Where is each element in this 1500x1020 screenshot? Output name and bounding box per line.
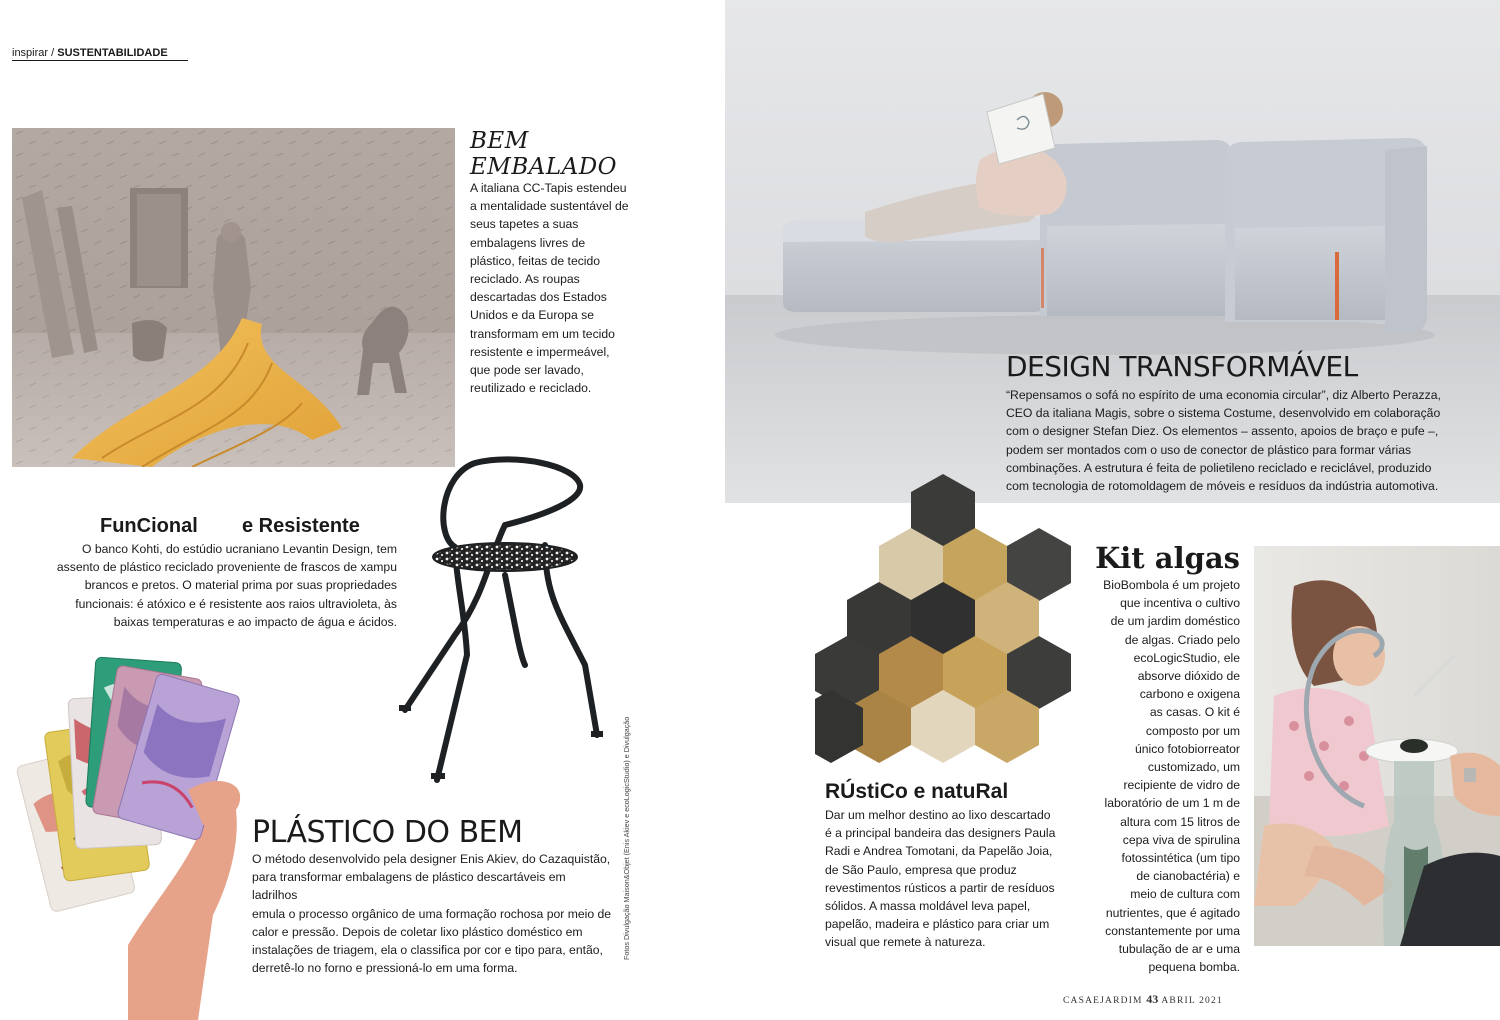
text-line: único fotobiorreator bbox=[1134, 741, 1240, 756]
breadcrumb bbox=[12, 46, 168, 60]
text-line: customizado, um bbox=[1147, 760, 1240, 775]
text-line: é a principal bandeira das designers Paula bbox=[825, 826, 1056, 841]
text-line: plástico, feitas de tecido bbox=[470, 253, 601, 268]
photo-hexagon-tiles bbox=[815, 470, 1075, 780]
page-folio bbox=[1063, 992, 1223, 1007]
text-line: as casas. O kit é bbox=[1149, 705, 1240, 720]
breadcrumb-subsection: SUSTENTABILIDADE bbox=[57, 47, 168, 59]
text-line: nutrientes, que é agitado bbox=[1105, 905, 1240, 920]
text-line: BioBombola é um projeto bbox=[1103, 578, 1240, 592]
photo-plastic-tiles bbox=[8, 645, 270, 1020]
text-line: fotossintética (um tipo bbox=[1121, 851, 1240, 866]
text-line: laboratório de um 1 m de bbox=[1104, 796, 1240, 811]
text-line: ecoLogicStudio, ele bbox=[1133, 650, 1240, 665]
text-line: O método desenvolvido pela designer Enis Akiev, do Cazaquistão, bbox=[252, 852, 611, 866]
text-line: constantemente por uma bbox=[1105, 923, 1240, 938]
bem-embalado-title bbox=[470, 128, 617, 180]
text-line: A italiana CC-Tapis estendeu bbox=[470, 181, 627, 195]
bem-embalado-title-line2: EMBALADO bbox=[470, 154, 618, 180]
plastico-title: PLÁSTICO DO BEM bbox=[252, 815, 523, 850]
text-line: papelão, madeira e plástico para criar um bbox=[825, 917, 1050, 932]
text-line: funcionais: é atóxico e é resistente aos raios ultravioleta, às bbox=[75, 596, 397, 611]
magazine-name: CASAEJARDIM bbox=[1063, 996, 1143, 1006]
design-transformavel-title: DESIGN TRANSFORMÁVEL bbox=[1006, 350, 1358, 383]
funcional-title-a: FunCional bbox=[100, 515, 198, 537]
text-line: recipiente de vidro de bbox=[1123, 778, 1240, 793]
kit-algas-body bbox=[1080, 576, 1240, 976]
text-line: de São Paulo, empresa que produz bbox=[825, 862, 1017, 877]
rustico-title: RÚstiCo e natuRal bbox=[825, 780, 1009, 803]
text-line: resistente e impermeável, bbox=[470, 344, 610, 359]
text-line: com o designer Stefan Diez. Os elementos – assento, apoios de braço e pufe –, bbox=[1006, 424, 1439, 439]
text-line: descartadas dos Estados bbox=[470, 290, 607, 305]
text-line: emula o processo orgânico de uma formação rochosa por meio de bbox=[252, 906, 612, 921]
kit-algas-title: Kit algas bbox=[1095, 541, 1240, 575]
text-line: sólidos. A massa moldável leva papel, bbox=[825, 899, 1031, 914]
text-line: que pode ser lavado, bbox=[470, 363, 584, 378]
text-line: reutilizado e reciclado. bbox=[470, 381, 592, 396]
text-line: que incentiva o cultivo bbox=[1120, 596, 1240, 611]
text-line: embalagens livres de bbox=[470, 235, 586, 250]
text-line: revestimentos rústicos a partir de resíduos bbox=[825, 880, 1055, 895]
issue-date: ABRIL 2021 bbox=[1161, 996, 1223, 1006]
text-line: brancos e pretos. O material prima por suas propriedades bbox=[84, 578, 397, 593]
breadcrumb-section: inspirar / bbox=[12, 47, 58, 59]
text-line: de cianobactéria) e bbox=[1136, 869, 1240, 884]
text-line: carbono e oxigena bbox=[1139, 687, 1240, 702]
text-line: altura com 15 litros de bbox=[1120, 814, 1240, 829]
text-line: pequena bomba. bbox=[1148, 960, 1240, 975]
text-line: O banco Kohti, do estúdio ucraniano Levantin Design, tem bbox=[81, 542, 397, 556]
text-line: absorve dióxido de bbox=[1137, 669, 1240, 684]
design-transformavel-body bbox=[1006, 386, 1486, 495]
photo-biobombola bbox=[1254, 546, 1500, 946]
breadcrumb-rule bbox=[12, 60, 188, 61]
text-line: visual que remete à natureza. bbox=[825, 935, 986, 950]
funcional-title-b: e Resistente bbox=[242, 515, 360, 537]
photo-credits: Fotos Divulgação Maison&Objet (Enis Akiev e ecoLogicStudio) e Divulgação bbox=[622, 716, 631, 960]
text-line: combinações. A estrutura é feita de polietileno reciclado e reciclável, produzido bbox=[1006, 460, 1432, 475]
text-line: calor e pressão. Depois de coletar lixo plástico doméstico em bbox=[252, 924, 583, 939]
page-number: 43 bbox=[1146, 992, 1159, 1006]
text-line: tubulação de ar e uma bbox=[1118, 942, 1240, 957]
bem-embalado-title-line1: BEM bbox=[470, 128, 529, 154]
text-line: instalações de triagem, ela o classifica por cor e tipo para, então, bbox=[252, 943, 603, 958]
text-line: CEO da italiana Magis, sobre o sistema Costume, desenvolvido em colaboração bbox=[1006, 406, 1441, 421]
text-line: composto por um bbox=[1145, 723, 1240, 738]
text-line: de algas. Criado pelo bbox=[1124, 632, 1240, 647]
text-line: podem ser montados com o uso de conector de plástico para formar várias bbox=[1006, 442, 1412, 457]
funcional-body bbox=[12, 540, 397, 631]
text-line: cepa viva de spirulina bbox=[1122, 832, 1240, 847]
text-line: a mentalidade sustentável de bbox=[470, 199, 629, 214]
bem-embalado-body bbox=[470, 179, 630, 397]
text-line: reciclado. As roupas bbox=[470, 272, 580, 287]
text-line: Dar um melhor destino ao lixo descartado bbox=[825, 808, 1051, 822]
text-line: seus tapetes a suas bbox=[470, 217, 579, 232]
text-line: com tecnologia de rotomoldagem de móveis e resíduos da indústria automotiva. bbox=[1006, 479, 1439, 494]
plastico-body bbox=[252, 850, 612, 977]
rustico-body bbox=[825, 806, 1065, 952]
text-line: transformam em um tecido bbox=[470, 326, 615, 341]
text-line: para transformar embalagens de plástico descartáveis em ladrilhos bbox=[252, 870, 566, 903]
text-line: Unidos e da Europa se bbox=[470, 308, 594, 323]
text-line: derretê-lo no forno e pressioná-lo em uma forma. bbox=[252, 961, 518, 976]
text-line: assento de plástico reciclado proveniente de frascos de xampu bbox=[56, 560, 397, 575]
photo-kohti-stool bbox=[395, 455, 610, 790]
text-line: de um jardim doméstico bbox=[1110, 614, 1240, 629]
text-line: “Repensamos o sofá no espírito de uma economia circular”, diz Alberto Perazza, bbox=[1006, 388, 1441, 402]
text-line: meio de cultura com bbox=[1130, 887, 1240, 902]
photo-cc-tapis bbox=[12, 128, 455, 467]
text-line: Radi e Andrea Tomotani, da Papelão Joia, bbox=[825, 844, 1053, 859]
text-line: baixas temperaturas e ao impacto de água e ácidos. bbox=[113, 614, 397, 629]
